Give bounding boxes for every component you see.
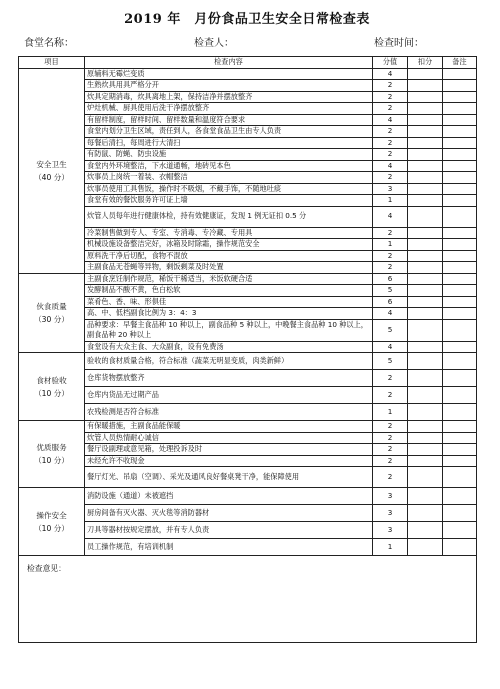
score-value: 4: [373, 160, 408, 172]
check-item: 炊管人员热情耐心诚信: [85, 432, 373, 444]
check-item: 炊管人员每年进行健康体检，持有效健康证，发现 1 例无证扣 0.5 分: [85, 206, 373, 227]
table-row: [19, 308, 477, 320]
score-value: 5: [373, 319, 408, 341]
check-item: 主副食烹饪制作规范，稀饭干稀适当，米饭软硬合适: [85, 273, 373, 285]
score-value: 2: [373, 432, 408, 444]
score-value: 4: [373, 206, 408, 227]
table-row: [19, 404, 477, 421]
score-value: 1: [373, 539, 408, 556]
note-cell[interactable]: [443, 341, 477, 353]
score-value: 5: [373, 353, 408, 370]
deduct-cell[interactable]: [408, 227, 443, 239]
section-points: （10 分）: [34, 388, 69, 398]
note-cell[interactable]: [443, 273, 477, 285]
deduct-cell[interactable]: [408, 273, 443, 285]
inspector-field[interactable]: 检查人：: [194, 38, 234, 49]
check-item: 食堂内划分卫生区域，责任到人，各食堂食品卫生由专人负责: [85, 126, 373, 138]
check-item: 机械设施设备整洁完好，冰箱及时除霜，操作规范安全: [85, 239, 373, 251]
score-value: 2: [373, 149, 408, 161]
check-item: 有保暖措施，主副食品能保暖: [85, 421, 373, 433]
note-cell[interactable]: [443, 80, 477, 92]
check-item: 原辅料无霉烂变质: [85, 68, 373, 80]
deduct-cell[interactable]: [408, 91, 443, 103]
score-value: 1: [373, 239, 408, 251]
deduct-cell[interactable]: [408, 444, 443, 456]
check-item: 生熟炊具用具严格分开: [85, 80, 373, 92]
check-item: 菜肴色、香、味、形俱佳: [85, 296, 373, 308]
score-value: 4: [373, 308, 408, 320]
check-item: 餐厅设副理或意见箱，处理投诉及时: [85, 444, 373, 456]
header-item: 项目: [19, 57, 85, 69]
table-row: [19, 149, 477, 161]
deduct-cell[interactable]: [408, 250, 443, 262]
check-item: 主副食品无苍蝇等异物，剩饭剩菜及时处置: [85, 262, 373, 274]
note-cell[interactable]: [443, 370, 477, 387]
header-note: 备注: [443, 57, 477, 69]
check-item: 冷菜制售做到专人、专室、专消毒、专冷藏、专用具: [85, 227, 373, 239]
note-cell[interactable]: [443, 353, 477, 370]
deduct-cell[interactable]: [408, 285, 443, 297]
header-score: 分值: [373, 57, 408, 69]
table-row: [19, 183, 477, 195]
table-row: [19, 353, 477, 370]
check-item: 炊事员上岗统一着装、衣帽整洁: [85, 172, 373, 184]
table-row: [19, 522, 477, 539]
score-value: 2: [373, 227, 408, 239]
table-row: [19, 387, 477, 404]
note-cell[interactable]: [443, 455, 477, 467]
note-cell[interactable]: [443, 421, 477, 433]
note-cell[interactable]: [443, 160, 477, 172]
section-name: 伙食质量: [36, 301, 67, 311]
check-item: 炊具定期消毒，炊具离地上架，保持洁净并摆放整齐: [85, 91, 373, 103]
section-category: [19, 273, 85, 353]
note-cell[interactable]: [443, 126, 477, 138]
score-value: 1: [373, 195, 408, 207]
form-title: 2019 年 月份食品卫生安全日常检查表: [124, 12, 370, 27]
table-row: [19, 467, 477, 488]
deduct-cell[interactable]: [408, 126, 443, 138]
form-header-fields: [18, 36, 476, 56]
deduct-cell[interactable]: [408, 103, 443, 115]
note-cell[interactable]: [443, 103, 477, 115]
note-cell[interactable]: [443, 195, 477, 207]
check-item: 厨房间备有灭火器、灭火毯等消防器材: [85, 505, 373, 522]
deduct-cell[interactable]: [408, 319, 443, 341]
table-row: [19, 68, 477, 80]
section-name: 食材验收: [36, 375, 67, 385]
score-value: 2: [373, 387, 408, 404]
table-row: [19, 421, 477, 433]
score-value: 6: [373, 273, 408, 285]
note-cell[interactable]: [443, 296, 477, 308]
section-points: （10 分）: [34, 523, 69, 533]
section-name: 优质服务: [36, 443, 67, 452]
deduct-cell[interactable]: [408, 539, 443, 556]
note-cell[interactable]: [443, 444, 477, 456]
note-cell[interactable]: [443, 68, 477, 80]
section-category: [19, 353, 85, 421]
note-cell[interactable]: [443, 183, 477, 195]
note-cell[interactable]: [443, 522, 477, 539]
note-cell[interactable]: [443, 539, 477, 556]
check-item: 未经允许不收现金: [85, 455, 373, 467]
deduct-cell[interactable]: [408, 172, 443, 184]
score-value: 2: [373, 370, 408, 387]
note-cell[interactable]: [443, 467, 477, 488]
deduct-cell[interactable]: [408, 467, 443, 488]
table-row: [19, 262, 477, 274]
score-value: 4: [373, 341, 408, 353]
section-name: 操作安全: [36, 510, 67, 520]
deduct-cell[interactable]: [408, 137, 443, 149]
deduct-cell[interactable]: [408, 195, 443, 207]
note-cell[interactable]: [443, 285, 477, 297]
section-category: [19, 488, 85, 556]
inspection-time-field[interactable]: 检查时间：: [374, 38, 424, 49]
inspection-table: [18, 56, 477, 643]
check-item: 有防鼠、防蝇、防虫设施: [85, 149, 373, 161]
table-row: [19, 103, 477, 115]
note-cell[interactable]: [443, 172, 477, 184]
table-row: [19, 273, 477, 285]
table-header-row: [19, 57, 477, 69]
section-category: [19, 68, 85, 273]
note-cell[interactable]: [443, 387, 477, 404]
table-body: [19, 68, 477, 556]
table-row: [19, 172, 477, 184]
note-cell[interactable]: [443, 206, 477, 227]
table-row: [19, 285, 477, 297]
note-cell[interactable]: [443, 308, 477, 320]
table-row: [19, 195, 477, 207]
score-value: 2: [373, 91, 408, 103]
check-item: 每餐后清扫，每周进行大清扫: [85, 137, 373, 149]
note-cell[interactable]: [443, 239, 477, 251]
note-cell[interactable]: [443, 505, 477, 522]
check-item: 餐厅灯光、吊扇（空调）、采光及通风良好餐桌凳干净，能保障使用: [85, 467, 373, 488]
deduct-cell[interactable]: [408, 149, 443, 161]
section-category: [19, 421, 85, 488]
note-cell[interactable]: [443, 250, 477, 262]
score-value: 3: [373, 488, 408, 505]
check-item: 发酵制品不酸不黄，色白松软: [85, 285, 373, 297]
score-value: 2: [373, 250, 408, 262]
table-row: [19, 432, 477, 444]
table-row: [19, 455, 477, 467]
note-cell[interactable]: [443, 488, 477, 505]
check-item: 消防设施（通道）未被遮挡: [85, 488, 373, 505]
score-value: 4: [373, 114, 408, 126]
deduct-cell[interactable]: [408, 421, 443, 433]
check-item: 农残检测是否符合标准: [85, 404, 373, 421]
check-item: 食堂设有大众主食、大众副食，设有免费汤: [85, 341, 373, 353]
table-row: [19, 227, 477, 239]
header-content: 检查内容: [85, 57, 373, 69]
score-value: 2: [373, 137, 408, 149]
table-row: [19, 91, 477, 103]
deduct-cell[interactable]: [408, 432, 443, 444]
table-row: [19, 505, 477, 522]
table-row: [19, 296, 477, 308]
deduct-cell[interactable]: [408, 341, 443, 353]
note-cell[interactable]: [443, 91, 477, 103]
check-item: 仓库货物摆放整齐: [85, 370, 373, 387]
note-cell[interactable]: [443, 319, 477, 341]
check-item: 高、中、低档副食比例为 3：4：3: [85, 308, 373, 320]
table-row: [19, 126, 477, 138]
check-item: 炉灶机械、厨具使用后洗干净摆放整齐: [85, 103, 373, 115]
table-row: [19, 444, 477, 456]
deduct-cell[interactable]: [408, 80, 443, 92]
table-row: [19, 488, 477, 505]
section-points: （40 分）: [34, 172, 69, 182]
deduct-cell[interactable]: [408, 114, 443, 126]
table-row: [19, 539, 477, 556]
score-value: 2: [373, 126, 408, 138]
deduct-cell[interactable]: [408, 68, 443, 80]
table-row: [19, 341, 477, 353]
score-value: 2: [373, 80, 408, 92]
score-value: 2: [373, 444, 408, 456]
deduct-cell[interactable]: [408, 239, 443, 251]
score-value: 4: [373, 68, 408, 80]
score-value: 6: [373, 296, 408, 308]
score-value: 2: [373, 262, 408, 274]
score-value: 2: [373, 421, 408, 433]
deduct-cell[interactable]: [408, 404, 443, 421]
deduct-cell[interactable]: [408, 370, 443, 387]
note-cell[interactable]: [443, 262, 477, 274]
comment-label: 检查意见：: [27, 564, 66, 573]
score-value: 3: [373, 183, 408, 195]
table-row: [19, 114, 477, 126]
check-item: 有留样制度，留样时间、留样数量和温度符合要求: [85, 114, 373, 126]
table-row: [19, 80, 477, 92]
deduct-cell[interactable]: [408, 183, 443, 195]
score-value: 2: [373, 455, 408, 467]
check-item: 刀具等器材按规定摆放，并有专人负责: [85, 522, 373, 539]
note-cell[interactable]: [443, 404, 477, 421]
deduct-cell[interactable]: [408, 505, 443, 522]
note-cell[interactable]: [443, 137, 477, 149]
deduct-cell[interactable]: [408, 262, 443, 274]
score-value: 2: [373, 172, 408, 184]
note-cell[interactable]: [443, 227, 477, 239]
deduct-cell[interactable]: [408, 455, 443, 467]
score-value: 3: [373, 505, 408, 522]
deduct-cell[interactable]: [408, 387, 443, 404]
check-item: 仓库内货品无过期产品: [85, 387, 373, 404]
score-value: 2: [373, 467, 408, 488]
table-row: [19, 160, 477, 172]
check-item: 品种要求：早餐主食品种 10 种以上，副食品种 5 种以上，中晚餐主食品种 10 种以上，副食品种 20 种以上: [85, 319, 373, 341]
deduct-cell[interactable]: [408, 296, 443, 308]
check-item: 炊事员使用工具售饭，操作时不吸烟，不戴手饰，不随地吐痰: [85, 183, 373, 195]
comment-area[interactable]: [19, 556, 477, 643]
canteen-name-field[interactable]: 食堂名称：: [24, 38, 74, 49]
table-row: [19, 319, 477, 341]
note-cell[interactable]: [443, 149, 477, 161]
score-value: 1: [373, 404, 408, 421]
note-cell[interactable]: [443, 114, 477, 126]
check-item: 食堂有效的餐饮服务许可证上墙: [85, 195, 373, 207]
deduct-cell[interactable]: [408, 308, 443, 320]
deduct-cell[interactable]: [408, 488, 443, 505]
deduct-cell[interactable]: [408, 160, 443, 172]
check-item: 员工操作规范，有培训机制: [85, 539, 373, 556]
score-value: 5: [373, 285, 408, 297]
check-item: 验收的食材质量合格，符合标准（蔬菜无明显变质，肉类新鲜）: [85, 353, 373, 370]
table-row: [19, 239, 477, 251]
table-row: [19, 206, 477, 227]
score-value: 3: [373, 522, 408, 539]
check-item: 原料洗干净后切配，食物不混放: [85, 250, 373, 262]
section-points: （10 分）: [34, 456, 69, 465]
note-cell[interactable]: [443, 432, 477, 444]
deduct-cell[interactable]: [408, 522, 443, 539]
section-points: （30 分）: [34, 314, 69, 324]
table-row: [19, 250, 477, 262]
section-name: 安全卫生: [36, 159, 67, 169]
deduct-cell[interactable]: [408, 206, 443, 227]
header-deduct: 扣分: [408, 57, 443, 69]
table-row: [19, 137, 477, 149]
table-row: [19, 370, 477, 387]
deduct-cell[interactable]: [408, 353, 443, 370]
score-value: 2: [373, 103, 408, 115]
check-item: 食堂内外环境整洁，下水道通畅，地砖见本色: [85, 160, 373, 172]
